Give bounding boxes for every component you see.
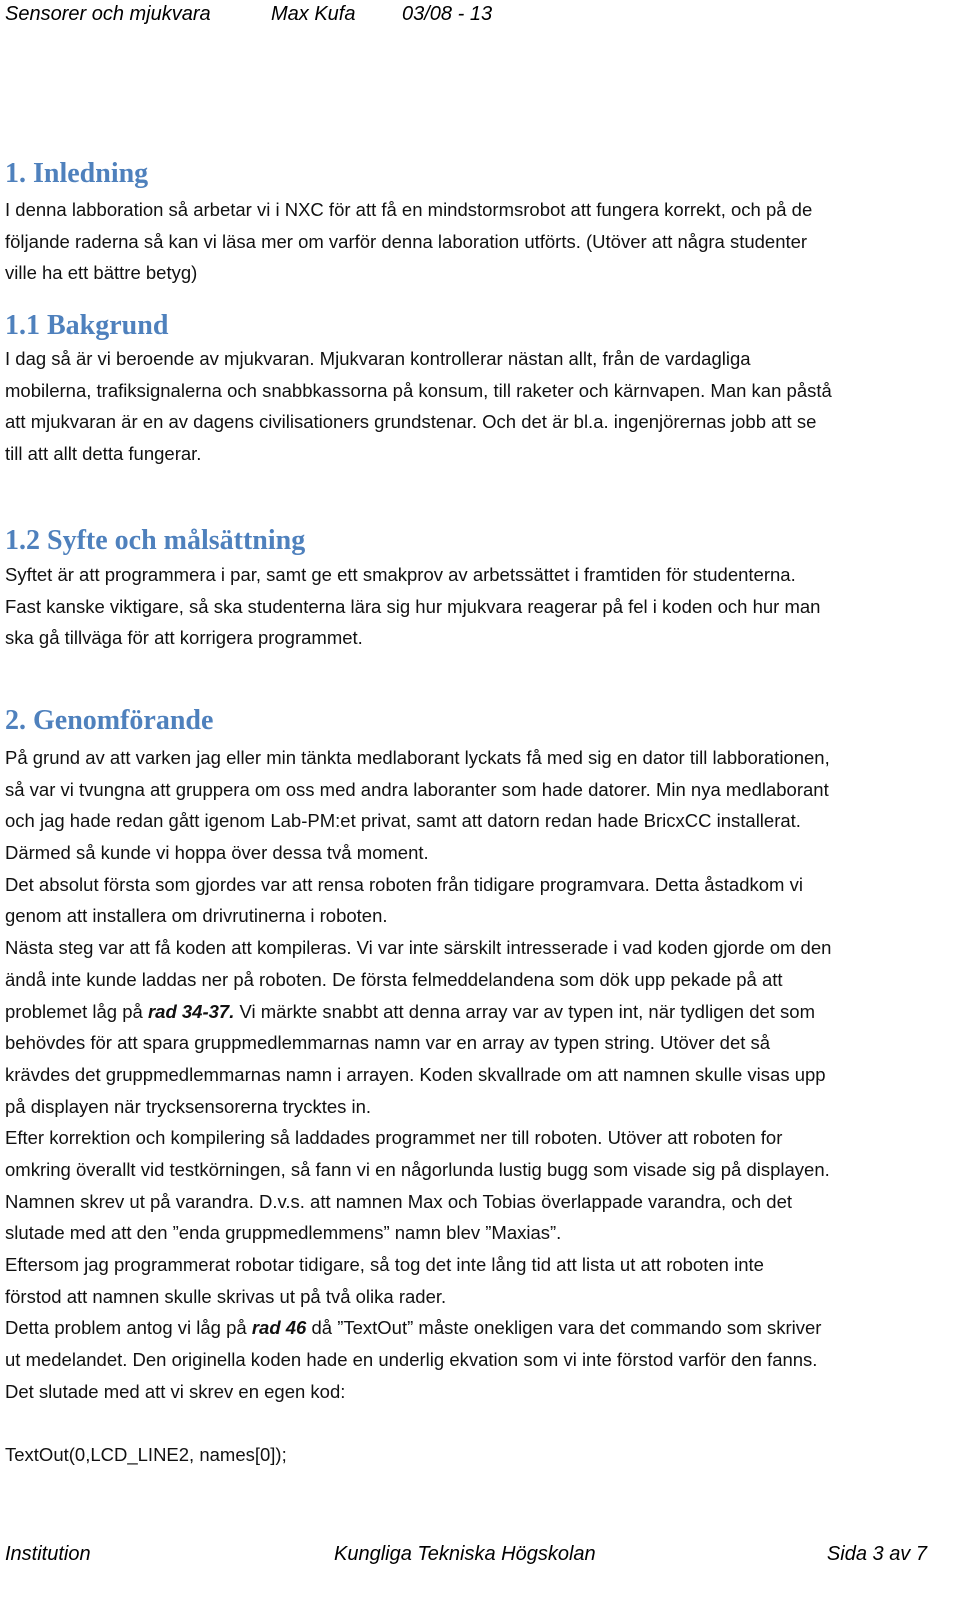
header-author: Max Kufa xyxy=(271,3,356,25)
text-line: behövdes för att spara gruppmedlemmarnas namn var en array av typen string. Utöver det så xyxy=(5,1032,771,1054)
text-fragment: Vi märkte snabbt att denna array var av typen int, när tydligen det som xyxy=(234,1000,816,1022)
text-line: och jag hade redan gått igenom Lab-PM:et privat, samt att datorn redan hade BricxCC installerat. xyxy=(5,810,801,832)
text-line: förstod att namnen skulle skrivas ut på två olika rader. xyxy=(5,1285,447,1307)
text-line: ska gå tillväga för att korrigera programmet. xyxy=(5,627,363,649)
emphasis-rad-34-37: rad 34-37. xyxy=(147,1000,235,1022)
text-line: Efter korrektion och kompilering så laddades programmet ner till roboten. Utöver att roboten for xyxy=(5,1127,783,1149)
text-line-rad-46 xyxy=(5,1312,935,1344)
header-course: Sensorer och mjukvara xyxy=(5,3,211,25)
text-line: genom att installera om drivrutinerna i roboten. xyxy=(5,905,388,927)
text-line: På grund av att varken jag eller min tänkta medlaborant lyckats få med sig en dator till labborationen, xyxy=(5,747,830,768)
text-line: Det slutade med att vi skrev en egen kod: xyxy=(5,1380,346,1402)
heading-bakgrund: 1.1 Bakgrund xyxy=(5,310,169,341)
code-line: TextOut(0,LCD_LINE2, names[0]); xyxy=(5,1444,287,1466)
paragraph-inledning xyxy=(5,194,935,289)
text-line: mobilerna, trafiksignalerna och snabbkassorna på konsum, till raketer och kärnvapen. Man kan påstå xyxy=(5,379,832,401)
text-line: så var vi tvungna att gruppera om oss med andra laboranter som hade datorer. Min nya medlaborant xyxy=(5,778,829,800)
text-line: I denna labboration så arbetar vi i NXC för att få en mindstormsrobot att fungera korrekt, och på de xyxy=(5,199,813,220)
footer-institution: Institution xyxy=(5,1543,91,1565)
text-line: ut medelandet. Den originella koden hade en underlig ekvation som vi inte förstod varför den fanns. xyxy=(5,1349,818,1371)
text-line: till att allt detta fungerar. xyxy=(5,443,202,465)
text-fragment: då ”TextOut” måste onekligen vara det commando som skriver xyxy=(306,1317,822,1339)
text-line: ändå inte kunde laddas ner på roboten. De första felmeddelandena som dök upp pekade på att xyxy=(5,968,783,990)
heading-syfte: 1.2 Syfte och målsättning xyxy=(5,525,306,556)
text-line-rad-34 xyxy=(5,996,935,1028)
footer-page-number: Sida 3 av 7 xyxy=(826,1543,927,1565)
text-line: Syftet är att programmera i par, samt ge ett smakprov av arbetssättet i framtiden för studenterna. xyxy=(5,564,796,585)
text-line: Det absolut första som gjordes var att rensa roboten från tidigare programvara. Detta åstadkom vi xyxy=(5,873,803,895)
text-line: ville ha ett bättre betyg) xyxy=(5,262,198,284)
heading-inledning: 1. Inledning xyxy=(5,158,149,189)
header-date: 03/08 - 13 xyxy=(402,3,493,25)
paragraph-bakgrund xyxy=(5,343,935,470)
text-fragment: problemet låg på xyxy=(5,1000,148,1022)
heading-genomforande: 2. Genomförande xyxy=(5,705,214,736)
emphasis-rad-46: rad 46 xyxy=(251,1317,307,1339)
footer-university: Kungliga Tekniska Högskolan xyxy=(334,1543,596,1565)
text-line: krävdes det gruppmedlemmarnas namn i arrayen. Koden skvallrade om att namnen skulle visas upp xyxy=(5,1063,826,1085)
text-line: Namnen skrev ut på varandra. D.v.s. att namnen Max och Tobias överlappade varandra, och det xyxy=(5,1190,793,1212)
text-line: följande raderna så kan vi läsa mer om varför denna laboration utförts. (Utöver att några studenter xyxy=(5,230,808,252)
text-line: Nästa steg var att få koden att kompileras. Vi var inte särskilt intresserade i vad koden gjorde om den xyxy=(5,937,832,959)
text-fragment: Detta problem antog vi låg på xyxy=(5,1317,252,1339)
text-line: Därmed så kunde vi hoppa över dessa två moment. xyxy=(5,842,429,864)
text-line: slutade med att den ”enda gruppmedlemmens” namn blev ”Maxias”. xyxy=(5,1222,562,1244)
paragraph-syfte xyxy=(5,559,935,654)
text-line: att mjukvaran är en av dagens civilisationers grundstenar. Och det är bl.a. ingenjörernas jobb att se xyxy=(5,411,817,433)
text-line: omkring överallt vid testkörningen, så fann vi en någorlunda lustig bugg som visade sig på displayen. xyxy=(5,1158,830,1180)
text-line: Fast kanske viktigare, så ska studenterna lära sig hur mjukvara reagerar på fel i koden och hur man xyxy=(5,595,821,617)
paragraph-genomforande xyxy=(5,742,935,1471)
text-line: I dag så är vi beroende av mjukvaran. Mjukvaran kontrollerar nästan allt, från de vardagliga xyxy=(5,348,751,369)
page-footer xyxy=(5,1540,927,1568)
blank-line xyxy=(5,1407,935,1439)
text-line: på displayen när trycksensorerna trycktes in. xyxy=(5,1095,372,1117)
text-line: Eftersom jag programmerat robotar tidigare, så tog det inte lång tid att lista ut att roboten inte xyxy=(5,1254,764,1275)
